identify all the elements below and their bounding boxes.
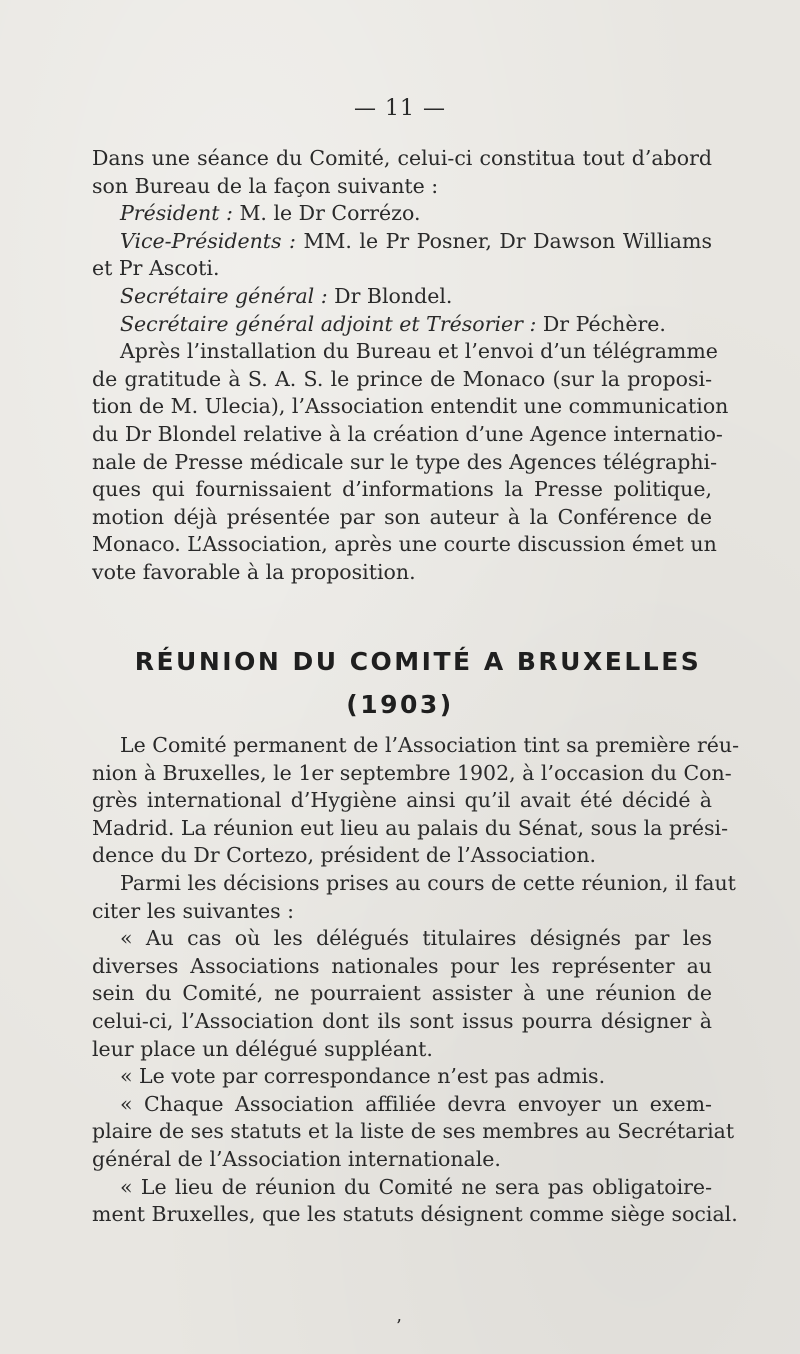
brussels-meeting-section (92, 732, 740, 1229)
text-line: de gratitude à S. A. S. le prince de Monaco (sur la proposi- (92, 366, 712, 391)
text-line: Parmi les décisions prises au cours de cette réunion, il faut (120, 870, 736, 895)
president-label: Président : (120, 201, 233, 226)
vice-presidents-label: Vice-Présidents : (120, 228, 296, 253)
text-line: Madrid. La réunion eut lieu au palais du Sénat, sous la prési- (92, 815, 729, 840)
text-line: plaire de ses statuts et la liste de ses membres au Secrétariat (92, 1119, 735, 1144)
secretary-general-label: Secrétaire général : (120, 283, 328, 308)
secretary-general-name: Dr Blondel. (327, 283, 453, 308)
secretary-general-entry (92, 283, 712, 311)
text-line: du Dr Blondel relative à la création d’une Agence internatio- (92, 421, 723, 446)
text-line: Dans une séance du Comité, celui-ci constitua tout d’abord (92, 146, 712, 170)
text-line: ques qui fournissaient d’informations la Presse politique, (92, 477, 712, 502)
section-heading: RÉUNION DU COMITÉ A BRUXELLES (134, 647, 702, 676)
text-line: sein du Comité, ne pourraient assister à une réunion de (92, 981, 712, 1006)
text-line: motion déjà présentée par son auteur à la Conférence de (92, 504, 712, 529)
text-line: celui-ci, l’Association dont ils sont issus pourra désigner à (92, 1008, 712, 1033)
section-heading-year: (1903) (346, 690, 454, 719)
page-number: — 11 — (354, 96, 446, 121)
text-line: et Pr Ascoti. (92, 256, 220, 281)
text-line: diverses Associations nationales pour les représenter au (92, 953, 712, 978)
text-line: tion de M. Ulecia), l’Association entendit une communication (92, 394, 729, 419)
deputy-secretary-treasurer-entry (92, 311, 712, 339)
president-entry (92, 200, 712, 228)
bureau-composition-section (92, 145, 729, 587)
footer-mark: ’ (396, 1316, 402, 1337)
text-line: général de l’Association internationale. (92, 1146, 501, 1171)
text-line: Après l’installation du Bureau et l’envoi d’un télégramme (120, 339, 718, 364)
text-line: ment Bruxelles, que les statuts désignent comme siège social. (92, 1202, 738, 1227)
text-line: Le Comité permanent de l’Association tint sa première réu- (120, 733, 740, 757)
vice-presidents-names: MM. le Pr Posner, Dr Dawson Williams (295, 228, 712, 253)
text-line: « Le vote par correspondance n’est pas admis. (120, 1064, 606, 1089)
text-line: « Chaque Association affiliée devra envoyer un exem- (120, 1091, 712, 1116)
text-line: « Au cas où les délégués titulaires désignés par les (120, 926, 712, 951)
text-line: citer les suivantes : (92, 898, 295, 923)
text-line: « Le lieu de réunion du Comité ne sera pas obligatoire- (120, 1174, 712, 1199)
text-line: dence du Dr Cortezo, président de l’Association. (92, 843, 597, 868)
text-line: Monaco. L’Association, après une courte discussion émet un (92, 532, 717, 557)
text-line: son Bureau de la façon suivante : (92, 173, 439, 198)
president-name: M. le Dr Corrézo. (232, 201, 421, 226)
text-line: grès international d’Hygiène ainsi qu’il avait été décidé à (92, 788, 712, 813)
deputy-secretary-treasurer-name: Dr Péchère. (536, 311, 666, 336)
text-line: leur place un délégué suppléant. (92, 1036, 433, 1061)
text-line: nale de Presse médicale sur le type des Agences télégraphi- (92, 449, 718, 474)
vice-presidents-entry (92, 228, 712, 256)
text-line: vote favorable à la proposition. (92, 559, 416, 584)
deputy-secretary-treasurer-label: Secrétaire général adjoint et Trésorier : (120, 311, 537, 336)
text-line: nion à Bruxelles, le 1er septembre 1902, à l’occasion du Con- (92, 760, 732, 785)
